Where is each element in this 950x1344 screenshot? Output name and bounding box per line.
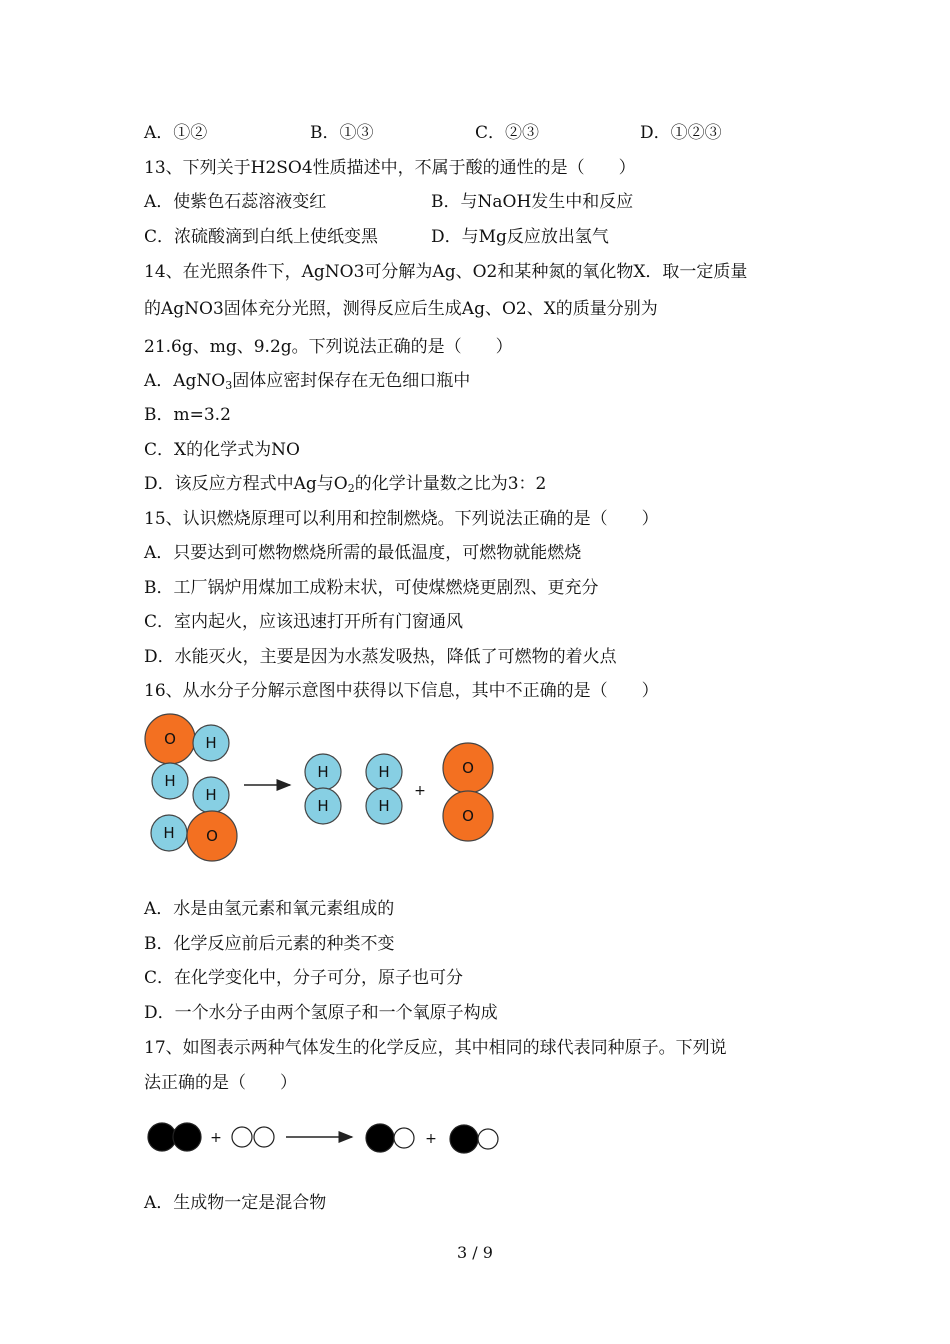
q16-option-c: C．在化学变化中，分子可分，原子也可分: [144, 968, 464, 988]
hydrogen-label: H: [205, 786, 217, 804]
q16-option-b: B．化学反应前后元素的种类不变: [144, 934, 395, 954]
hydrogen-label: H: [378, 797, 390, 815]
black-atom: [148, 1123, 176, 1151]
q14-option-d-prefix: D．该反应方程式中Ag与O: [144, 474, 348, 494]
q14-stem-line-3: 21.6g、mg、9.2g。下列说法正确的是（ ）: [144, 337, 513, 357]
q13-stem: 13、下列关于H2SO4性质描述中，不属于酸的通性的是（ ）: [144, 158, 636, 178]
gas-reaction-diagram: [140, 1118, 510, 1158]
white-atom: [394, 1128, 414, 1148]
q15-option-a: A．只要达到可燃物燃烧所需的最低温度，可燃物就能燃烧: [144, 543, 582, 563]
q12-option-d: D．①②③: [640, 123, 722, 143]
q13-option-b: B．与NaOH发生中和反应: [431, 192, 634, 212]
hydrogen-label: H: [164, 772, 176, 790]
oxygen-label: O: [164, 730, 176, 748]
q16-option-d: D．一个水分子由两个氢原子和一个氧原子构成: [144, 1003, 498, 1023]
hydrogen-label: H: [205, 734, 217, 752]
q14-option-a: [144, 369, 470, 398]
oxygen-label: O: [462, 759, 474, 777]
hydrogen-label: H: [317, 763, 329, 781]
white-atom: [232, 1127, 252, 1147]
q12-option-a: A．①②: [144, 123, 208, 143]
q12-option-c: C．②③: [475, 123, 540, 143]
q17-option-a: A．生成物一定是混合物: [144, 1193, 327, 1213]
q17-stem-line-2: 法正确的是（ ）: [144, 1073, 297, 1093]
plus-sign: +: [425, 1131, 437, 1147]
q15-option-d: D．水能灭火，主要是因为水蒸发吸热，降低了可燃物的着火点: [144, 647, 617, 667]
q15-option-b: B．工厂锅炉用煤加工成粉末状，可使煤燃烧更剧烈、更充分: [144, 578, 599, 598]
plus-sign: +: [414, 783, 426, 799]
black-atom: [173, 1123, 201, 1151]
hydrogen-label: H: [378, 763, 390, 781]
q14-option-d: [144, 472, 546, 501]
q13-option-d: D．与Mg反应放出氢气: [431, 227, 609, 247]
hydrogen-label: H: [163, 824, 175, 842]
oxygen-label: O: [462, 807, 474, 825]
q13-options-row-1: [144, 190, 794, 214]
q14-option-d-suffix: 的化学计量数之比为3：2: [354, 474, 547, 494]
page-number: 3 / 9: [457, 1243, 493, 1262]
q13-options-row-2: [144, 225, 794, 249]
plus-sign: +: [210, 1130, 222, 1146]
q16-option-a: A．水是由氢元素和氧元素组成的: [144, 899, 395, 919]
water-decomposition-diagram: [140, 712, 500, 864]
q14-option-b: B．m=3.2: [144, 405, 231, 425]
q17-stem-line-1: 17、如图表示两种气体发生的化学反应，其中相同的球代表同种原子。下列说: [144, 1038, 727, 1058]
black-atom: [366, 1124, 394, 1152]
black-atom: [450, 1125, 478, 1153]
oxygen-label: O: [206, 827, 218, 845]
q14-stem-line-2: 的AgNO3固体充分光照，测得反应后生成Ag、O2、X的质量分别为: [144, 299, 658, 319]
q14-option-a-prefix: A．AgNO: [144, 371, 226, 391]
q14-stem-line-1: 14、在光照条件下，AgNO3可分解为Ag、O2和某种氮的氧化物X．取一定质量: [144, 262, 748, 282]
q14-option-d-sub: 2: [347, 482, 355, 495]
white-atom: [254, 1127, 274, 1147]
hydrogen-label: H: [317, 797, 329, 815]
white-atom: [478, 1129, 498, 1149]
q13-option-c: C．浓硫酸滴到白纸上使纸变黑: [144, 227, 379, 247]
q12-option-b: B．①③: [310, 123, 374, 143]
q14-option-a-suffix: 固体应密封保存在无色细口瓶中: [232, 371, 471, 391]
q15-stem: 15、认识燃烧原理可以利用和控制燃烧。下列说法正确的是（ ）: [144, 509, 659, 529]
q16-stem: 16、从水分子分解示意图中获得以下信息，其中不正确的是（ ）: [144, 681, 659, 701]
q14-option-c: C．X的化学式为NO: [144, 440, 300, 460]
q14-option-a-sub: 3: [225, 379, 233, 392]
q12-options: [144, 121, 794, 145]
q15-option-c: C．室内起火，应该迅速打开所有门窗通风: [144, 612, 464, 632]
q13-option-a: A．使紫色石蕊溶液变红: [144, 192, 327, 212]
